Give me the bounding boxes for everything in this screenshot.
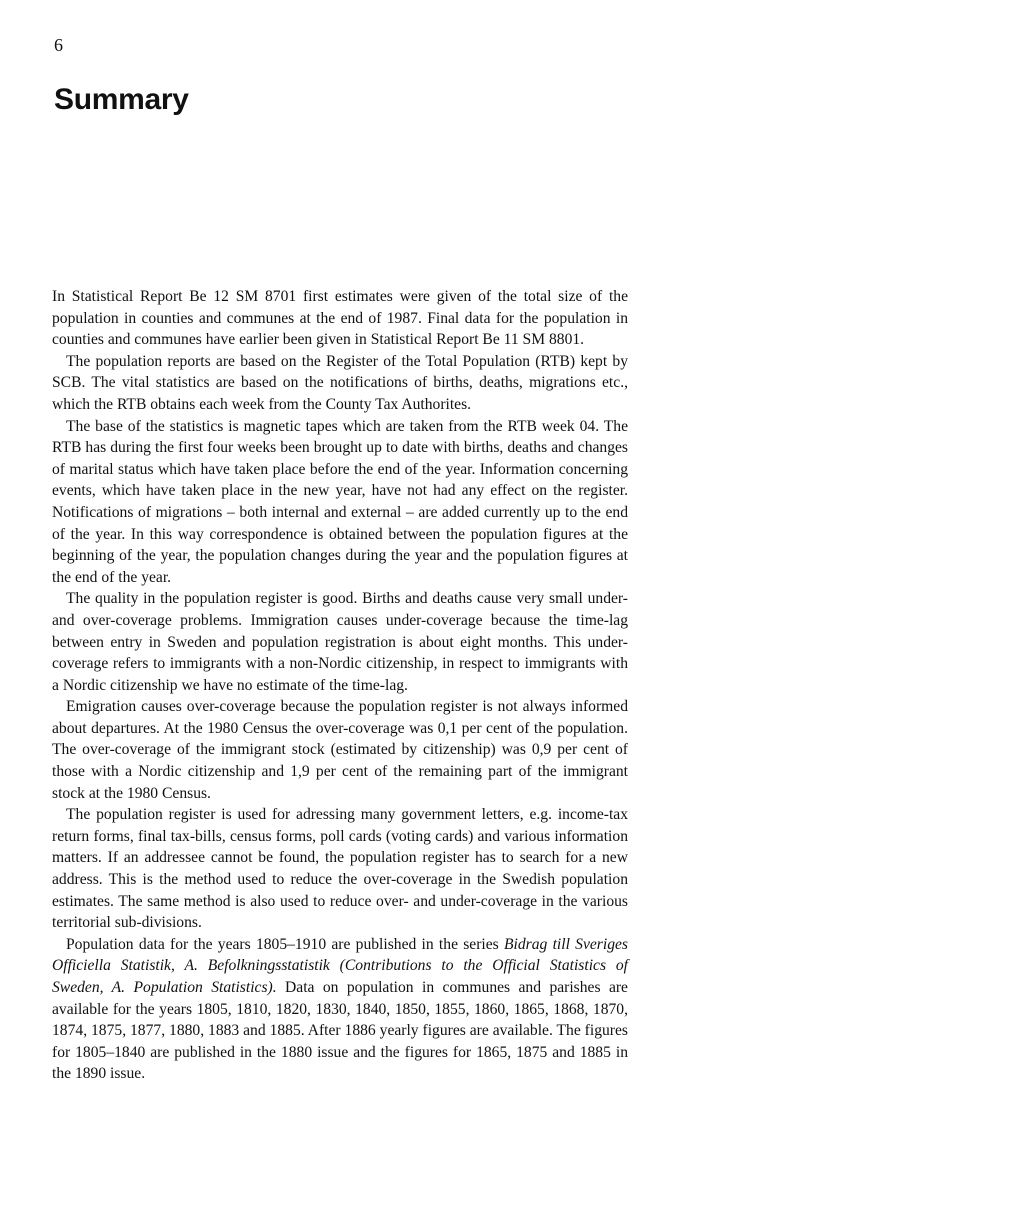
historical-data-details: Data on population in communes and parishes are available for the years 1805, 1810, 1820, 1830, 1840, 1850, 1855, 1860, 1865, 1868, 1870, 1874, 1875, 1877, 1880, 1883 and 1885. After 1886 yearly figures are available. The figures for 1805–1840 are published in the 1880 issue and the figures for 1865, 1875 and 1885 in the 1890 issue. <box>52 979 628 1083</box>
paragraph-report-estimates: In Statistical Report Be 12 SM 8701 first estimates were given of the total size of the population in counties and communes at the end of 1987. Final data for the population in counties and communes have earlier been given in Statistical Report Be 11 SM 8801. <box>52 288 628 349</box>
historical-data-intro: Population data for the years 1805–1910 are published in the series <box>66 935 504 953</box>
series-title: Bidrag till Sveriges Officiella Statistik, A. Befolkningsstatistik (Contributions to the Official Statistics of Sweden, A. Population Statistics). <box>52 935 628 996</box>
summary-body <box>52 286 628 1085</box>
paragraph-emigration-overcoverage: Emigration causes over-coverage because the population register is not always informed about departures. At the 1980 Census the over-coverage was 0,1 per cent of the population. The over-coverage of the immigrant stock (estimated by citizenship) was 0,9 per cent of those with a Nordic citizenship and 1,9 per cent of the remaining part of the immigrant stock at the 1980 Census. <box>52 698 628 802</box>
paragraph-register-quality: The quality in the population register is good. Births and deaths cause very small under- and over-coverage problems. Immigration causes under-coverage because the time-lag between entry in Sweden and population registration is about eight months. This under-coverage refers to immigrants with a non-Nordic citizenship, in respect to immigrants with a Nordic citizenship we have no estimate of the time-lag. <box>52 590 628 694</box>
paragraph-historical-data <box>52 934 628 1085</box>
page-number: 6 <box>54 35 63 55</box>
paragraph-statistics-base: The base of the statistics is magnetic tapes which are taken from the RTB week 04. The RTB has during the first four weeks been brought up to date with births, deaths and changes of marital status which have taken place before the end of the year. Information concerning events, which have taken place in the new year, have not had any effect on the register. Notifications of migrations – both internal and external – are added currently up to the end of the year. In this way correspondence is obtained between the population figures at the beginning of the year, the population changes during the year and the population figures at the end of the year. <box>52 417 628 586</box>
page-title: Summary <box>54 83 189 116</box>
paragraph-register-addressing: The population register is used for adressing many government letters, e.g. income-tax return forms, final tax-bills, census forms, poll cards (voting cards) and various information matters. If an addressee cannot be found, the population register has to search for a new address. This is the method used to reduce the over-coverage in the Swedish population estimates. The same method is also used to reduce over- and under-coverage in the various territorial sub-divisions. <box>52 806 628 932</box>
paragraph-population-reports: The population reports are based on the Register of the Total Population (RTB) kept by SCB. The vital statistics are based on the notifications of births, deaths, migrations etc., which the RTB obtains each week from the County Tax Authorites. <box>52 352 628 413</box>
